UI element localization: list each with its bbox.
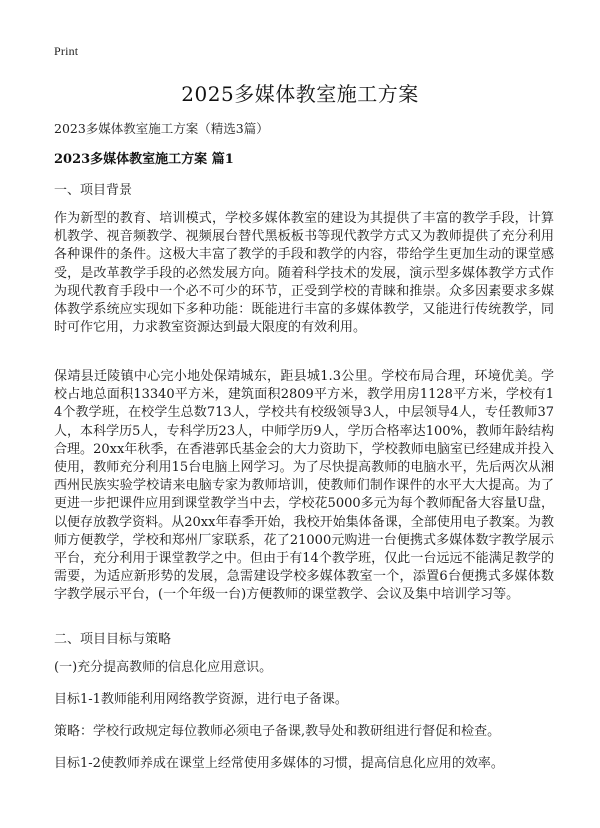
- goal-1-1: 目标1-1教师能利用网络教学资源，进行电子备课。: [54, 692, 348, 707]
- document-subtitle: 2023多媒体教室施工方案（精选3篇）: [54, 121, 269, 136]
- paragraph-background-2: 保靖县迁陵镇中心完小地处保靖城东，距县城1.3公里。学校布局合理，环境优美。学校占地总面积13340平方米，建筑面积2809平方米，教学用房1128平方米，学校有14个教学班，在校学生总数713人，学校共有校级领导3人，中层领导4人，专任教师37人，本科学历5人，专科学历23人，中师学历9人，学历合格率达100%，教师年龄结构合理。20xx年秋季，在香港郭氏基金会的大力资助下，学校教师电脑室已经建成并投入使用，教师充分利用15台电脑上网学习。为了尽快提高教师的电脑水平，先后两次从湘西州民族实验学校请来电脑专家为教师培训，使教师们制作课件的水平大大提高。为了更进一步把课件应用到课堂教学当中去，学校花5000多元为每个教师配备大容量U盘，以便存放教学资料。从20xx年春季开始，我校开始集体备课，全部使用电子教案。为教师方便教学，学校和郑州厂家联系，花了21000元购进一台便携式多媒体数字教学展示平台，充分利用于课堂教学之中。但由于有14个教学班，仅此一台远远不能满足教学的需要，为适应新形势的发展，急需建设学校多媒体教室一个，添置6台便携式多媒体数字教学展示平台，(一个年级一台)方便教师的课堂教学、会议及集中培训学习等。: [54, 369, 555, 603]
- print-label[interactable]: Print: [54, 44, 79, 58]
- goal-1-2: 目标1-2使教师养成在课堂上经常使用多媒体的习惯，提高信息化应用的效率。: [54, 756, 504, 771]
- subsection-heading-1: (一)充分提高教师的信息化应用意识。: [54, 660, 273, 675]
- article-heading: 2023多媒体教室施工方案 篇1: [54, 152, 234, 167]
- section-heading-goals: 二、项目目标与策略: [54, 632, 172, 647]
- strategy-1: 策略：学校行政规定每位教师必须电子备课,教导处和教研组进行督促和检查。: [54, 724, 501, 739]
- paragraph-background-1: 作为新型的教育、培训模式，学校多媒体教室的建设为其提供了丰富的教学手段，计算机教学、视音频教学、视频展台替代黑板板书等现代教学方式又为教师提供了充分利用各种课件的条件。这极大丰富了教学的手段和教学的内容，带给学生更加生动的课堂感受，是改革教学手段的必然发展方向。随着科学技术的发展，演示型多媒体教学方式作为现代教育手段中一个必不可少的环节，正受到学校的青睐和推崇。众多因素要求多媒体教学系统应实现如下多种功能：既能进行丰富的多媒体教学，又能进行传统教学，同时可作它用，力求教室资源达到最大限度的有效利用。: [54, 211, 554, 336]
- section-heading-background: 一、项目背景: [54, 183, 133, 198]
- document-title: 2025多媒体教室施工方案: [181, 82, 419, 106]
